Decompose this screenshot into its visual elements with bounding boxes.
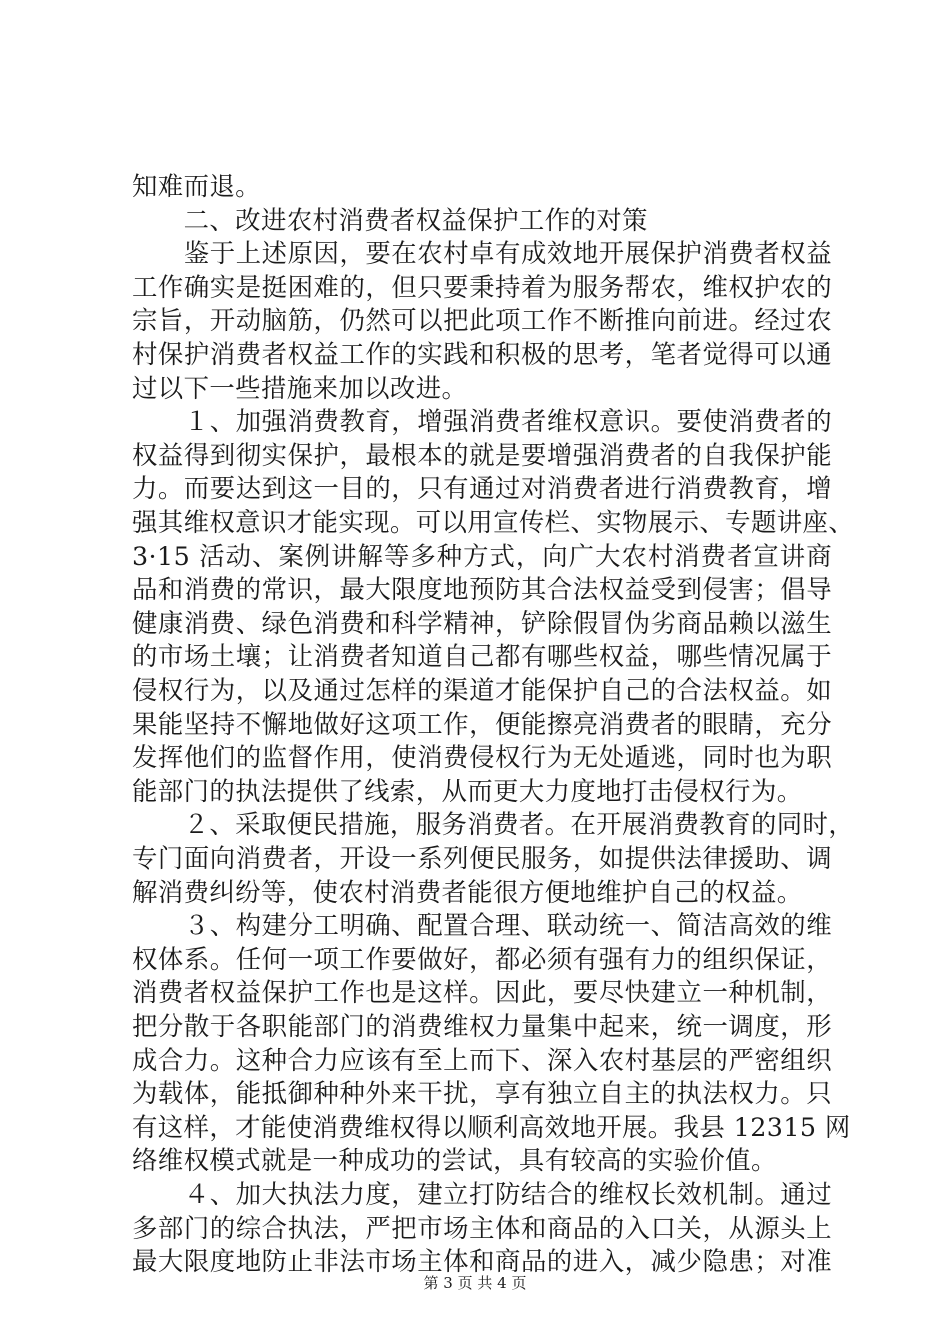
text-line: 3·15 活动、案例讲解等多种方式，向广大农村消费者宣讲商 [132, 540, 832, 571]
text-line: 成合力。这种合力应该有至上而下、深入农村基层的严密组织 [132, 1044, 832, 1075]
text-line: 村保护消费者权益工作的实践和积极的思考，笔者觉得可以通 [132, 339, 832, 369]
text-line: 过以下一些措施来加以改进。 [132, 372, 468, 403]
text-line: 知难而退。 [132, 171, 261, 201]
text-line: 工作确实是挺困难的，但只要秉持着为服务帮农，维权护农的 [132, 271, 832, 302]
text-line: 健康消费、绿色消费和科学精神，铲除假冒伪劣商品赖以滋生 [132, 607, 832, 638]
text-line: 能部门的执法提供了线索，从而更大力度地打击侵权行为。 [132, 775, 803, 806]
text-line: 侵权行为，以及通过怎样的渠道才能保护自己的合法权益。如 [132, 675, 832, 705]
text-line: 最大限度地防止非法市场主体和商品的进入，减少隐患；对准 [132, 1246, 832, 1277]
text-line: 宗旨，开动脑筋，仍然可以把此项工作不断推向前进。经过农 [132, 305, 832, 336]
page-footer: 第 3 页 共 4 页 [423, 1274, 527, 1292]
text-line: ４、加大执法力度，建立打防结合的维权长效机制。通过 [132, 1179, 832, 1209]
text-line: 解消费纠纷等，使农村消费者能很方便地维护自己的权益。 [132, 876, 803, 907]
text-line: 专门面向消费者，开设一系列便民服务，如提供法律援助、调 [132, 843, 832, 873]
text-line: 二、改进农村消费者权益保护工作的对策 [132, 204, 648, 235]
text-line: 把分散于各职能部门的消费维权力量集中起来，统一调度，形 [132, 1011, 832, 1041]
text-line: 消费者权益保护工作也是这样。因此，要尽快建立一种机制， [132, 977, 832, 1008]
text-line: 权体系。任何一项工作要做好，都必须有强有力的组织保证， [132, 943, 832, 974]
text-line: 力。而要达到这一目的，只有通过对消费者进行消费教育，增 [132, 473, 832, 504]
text-line: 鉴于上述原因，要在农村卓有成效地开展保护消费者权益 [132, 238, 832, 269]
text-line: １、加强消费教育，增强消费者维权意识。要使消费者的 [132, 406, 832, 437]
text-line: 的市场土壤；让消费者知道自己都有哪些权益，哪些情况属于 [132, 641, 832, 672]
text-line: 为载体，能抵御种种外来干扰，享有独立自主的执法权力。只 [132, 1078, 832, 1109]
text-line: 发挥他们的监督作用，使消费侵权行为无处遁逃，同时也为职 [132, 742, 832, 773]
text-line: ３、构建分工明确、配置合理、联动统一、简洁高效的维 [132, 910, 832, 941]
text-line: 权益得到彻实保护，最根本的就是要增强消费者的自我保护能 [132, 439, 832, 470]
text-line: 果能坚持不懈地做好这项工作，便能擦亮消费者的眼睛，充分 [132, 708, 832, 739]
text-line: 多部门的综合执法，严把市场主体和商品的入口关，从源头上 [132, 1212, 832, 1243]
text-line: 有这样，才能使消费维权得以顺利高效地开展。我县 12315 网 [132, 1111, 851, 1142]
text-line: 强其维权意识才能实现。可以用宣传栏、实物展示、专题讲座、 [132, 507, 855, 537]
text-line: ２、采取便民措施，服务消费者。在开展消费教育的同时， [132, 809, 855, 840]
text-line: 络维权模式就是一种成功的尝试，具有较高的实验价值。 [132, 1145, 777, 1176]
text-line: 品和消费的常识，最大限度地预防其合法权益受到侵害；倡导 [132, 574, 832, 605]
